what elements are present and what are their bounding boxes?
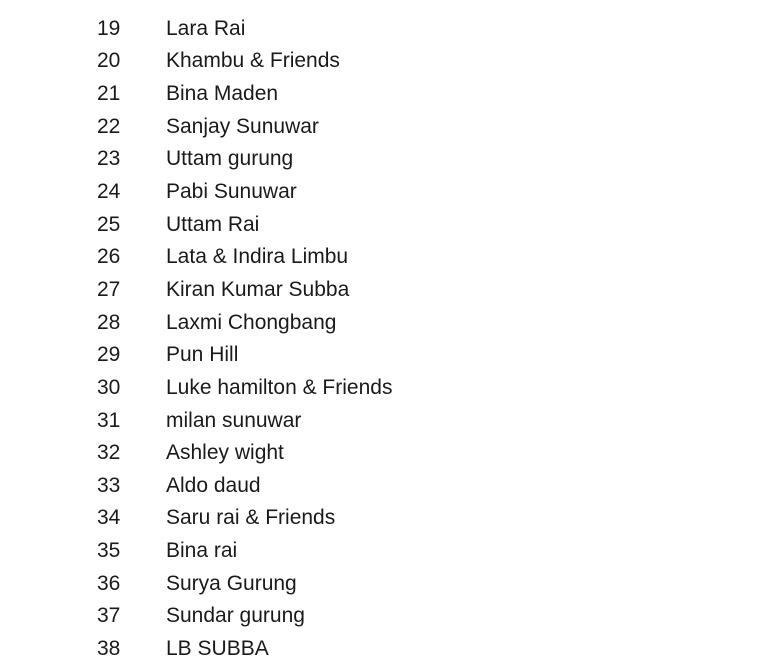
row-name: milan sunuwar xyxy=(166,408,302,432)
list-item xyxy=(0,338,392,371)
list-item xyxy=(0,534,392,567)
row-number: 33 xyxy=(97,473,121,497)
row-number: 19 xyxy=(97,16,121,40)
list-item xyxy=(0,502,392,535)
row-number: 21 xyxy=(97,82,121,106)
list-item xyxy=(0,469,392,502)
list-item xyxy=(0,208,392,241)
row-number: 22 xyxy=(97,114,121,138)
list-item xyxy=(0,306,392,339)
row-number: 36 xyxy=(97,571,121,595)
row-name: Sundar gurung xyxy=(166,604,305,628)
row-name: Aldo daud xyxy=(166,473,261,497)
list-item xyxy=(0,404,392,437)
row-number: 34 xyxy=(97,506,121,530)
row-name: Pabi Sunuwar xyxy=(166,180,297,204)
list-item xyxy=(0,273,392,306)
row-number: 37 xyxy=(97,604,121,628)
list-item xyxy=(0,110,392,143)
row-number: 28 xyxy=(97,310,121,334)
row-name: Bina rai xyxy=(166,539,238,563)
list-item xyxy=(0,175,392,208)
row-number: 24 xyxy=(97,180,121,204)
row-number: 20 xyxy=(97,49,121,73)
row-name: Uttam gurung xyxy=(166,147,294,171)
row-name: Saru rai & Friends xyxy=(166,506,336,530)
row-number: 38 xyxy=(97,636,121,660)
list-item xyxy=(0,600,392,633)
list-item xyxy=(0,12,392,45)
row-number: 29 xyxy=(97,343,121,367)
list-item xyxy=(0,45,392,78)
numbered-name-list xyxy=(0,12,392,665)
row-name: LB SUBBA xyxy=(166,636,269,660)
row-number: 26 xyxy=(97,245,121,269)
row-number: 27 xyxy=(97,277,121,301)
row-name: Bina Maden xyxy=(166,82,279,106)
row-name: Pun Hill xyxy=(166,343,239,367)
list-item xyxy=(0,436,392,469)
row-number: 23 xyxy=(97,147,121,171)
list-item xyxy=(0,567,392,600)
row-number: 35 xyxy=(97,539,121,563)
row-number: 30 xyxy=(97,375,121,399)
list-item xyxy=(0,371,392,404)
list-item xyxy=(0,240,392,273)
row-name: Ashley wight xyxy=(166,441,284,465)
row-name: Luke hamilton & Friends xyxy=(166,375,393,399)
row-name: Surya Gurung xyxy=(166,571,297,595)
list-item xyxy=(0,632,392,665)
row-number: 32 xyxy=(97,441,121,465)
list-item xyxy=(0,143,392,176)
row-number: 31 xyxy=(97,408,121,432)
list-item xyxy=(0,77,392,110)
row-name: Lata & Indira Limbu xyxy=(166,245,349,269)
row-name: Uttam Rai xyxy=(166,212,260,236)
row-number: 25 xyxy=(97,212,121,236)
row-name: Laxmi Chongbang xyxy=(166,310,337,334)
row-name: Lara Rai xyxy=(166,16,246,40)
row-name: Khambu & Friends xyxy=(166,49,340,73)
row-name: Kiran Kumar Subba xyxy=(166,277,350,301)
row-name: Sanjay Sunuwar xyxy=(166,114,319,138)
